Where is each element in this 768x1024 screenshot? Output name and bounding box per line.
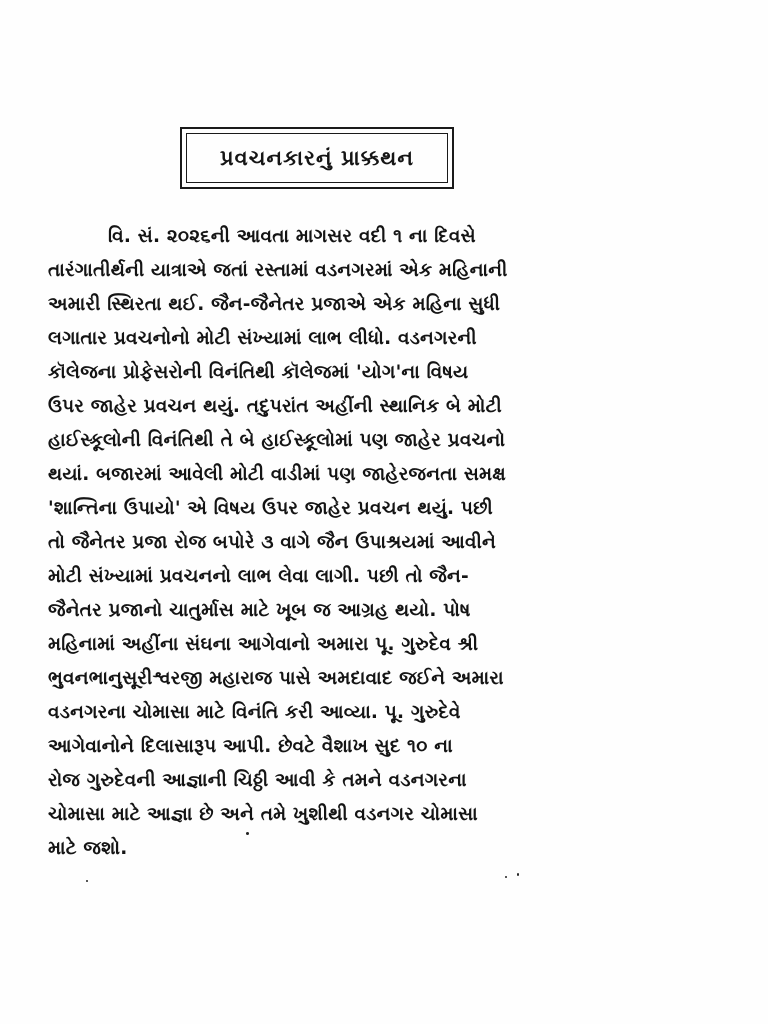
text-line: 'શાન્તિના ઉપાયો' એ વિષય ઉપર જાહેર પ્રવચન થયું. પછી <box>48 498 493 519</box>
title-frame <box>180 127 454 189</box>
text-line: વડનગરના ચોમાસા માટે વિનંતિ કરી આવ્યા. પૂ. ગુરુદેવે <box>48 702 461 723</box>
text-line: લગાતાર પ્રવચનોનો મોટી સંખ્યામાં લાભ લીધો. વડનગરની <box>48 328 477 349</box>
text-line: કૉલેજના પ્રોફેસરોની વિનંતિથી કૉલેજમાં 'યોગ'ના વિષય <box>48 362 469 383</box>
text-line: ઉપર જાહેર પ્રવચન થયું. તદુપરાંત અહીંની સ્થાનિક બે મોટી <box>48 396 502 417</box>
text-line: આગેવાનોને દિલાસારૂપ આપી. છેવટે વૈશાખ સુદ ૧૦ ના <box>48 736 453 757</box>
scan-speck <box>246 832 249 835</box>
text-line: જૈનેતર પ્રજાનો ચાતુર્માસ માટે ખૂબ જ આગ્રહ થયો. પોષ <box>48 600 471 621</box>
text-line: થયાં. બજારમાં આવેલી મોટી વાડીમાં પણ જાહેરજનતા સમક્ષ <box>48 464 506 485</box>
text-line: મોટી સંખ્યામાં પ્રવચનનો લાભ લેવા લાગી. પછી તો જૈન- <box>48 566 469 587</box>
text-line: ભુવનભાનુસૂરીશ્વરજી મહારાજ પાસે અમદાવાદ જઈને અમારા <box>48 668 504 689</box>
text-line: માટે જશો. <box>48 838 128 859</box>
scan-speck <box>86 880 88 882</box>
text-line: અમારી સ્થિરતા થઈ. જૈન-જૈનેતર પ્રજાએ એક મહિના સુધી <box>48 294 501 315</box>
scan-speck <box>517 873 519 876</box>
text-line: રોજ ગુરુદેવની આજ્ઞાની ચિઠ્ઠી આવી કે તમને વડનગરના <box>48 770 467 791</box>
text-line: હાઈસ્કૂલોની વિનંતિથી તે બે હાઈસ્કૂલોમાં પણ જાહેર પ્રવચનો <box>48 430 506 451</box>
text-line: વિ. સં. ૨૦૨૬ની આવતા માગસર વદી ૧ ના દિવસે <box>108 226 476 247</box>
body-paragraph <box>0 226 768 866</box>
text-line: તારંગાતીર્થની યાત્રાએ જતાં રસ્તામાં વડનગરમાં એક મહિનાની <box>48 260 508 281</box>
text-line: મહિનામાં અહીંના સંઘના આગેવાનો અમારા પૂ. ગુરુદેવ શ્રી <box>48 634 479 655</box>
page-title: પ્રવચનકારનું પ્રાક્કથન <box>220 145 414 170</box>
text-line: તો જૈનેતર પ્રજા રોજ બપોરે ૩ વાગે જૈન ઉપાશ્રયમાં આવીને <box>48 532 497 553</box>
text-line: ચોમાસા માટે આજ્ઞા છે અને તમે ખુશીથી વડનગર ચોમાસા <box>48 804 478 825</box>
scan-speck <box>505 876 507 878</box>
